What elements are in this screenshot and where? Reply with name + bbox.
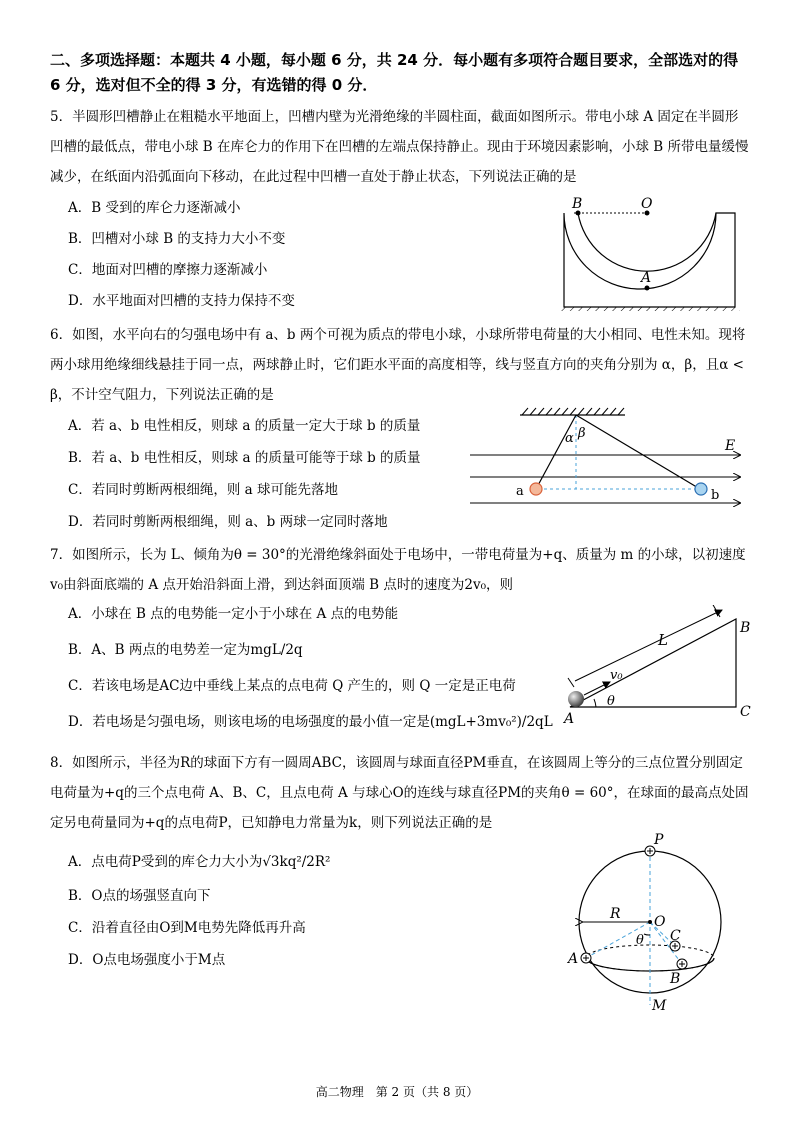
q7-label-c: C [740, 704, 751, 720]
q5-option-b: B．凹槽对小球 B 的支持力大小不变 [68, 231, 286, 247]
q8-option-b: B．O点的场强竖直向下 [68, 888, 211, 904]
q5-label-o: O [641, 196, 653, 212]
q5-figure [550, 195, 750, 320]
q6-figure [470, 405, 750, 530]
q8-label-r: R [610, 906, 621, 922]
q8-option-d: D．O点电场强度小于M点 [68, 952, 226, 968]
q6-label-a: a [516, 484, 524, 499]
q7-option-c: C．若该电场是AC边中垂线上某点的点电荷 Q 产生的，则 Q 一定是正电荷 [68, 678, 516, 694]
section-header: 二、多项选择题：本题共 4 小题，每小题 6 分，共 24 分．每小题有多项符合题目要求，全部选对的得 6 分，选对但不全的得 3 分，有选错的得 0 分． [50, 51, 739, 94]
q6-label-beta: β [578, 426, 586, 441]
q6-label-b: b [711, 488, 720, 503]
q6-option-d: D．若同时剪断两根细绳，则 a、b 两球一定同时落地 [68, 514, 388, 530]
q7-option-b: B．A、B 两点的电势差一定为mgL/2q [68, 642, 303, 658]
q8-label-c: C [670, 928, 681, 944]
question-8-stem: 8．如图所示，半径为R的球面下方有一圆周ABC，该圆周与球面直径PM垂直，在该圆周上等分的三点位置分别固定电荷量为+q的三个点电荷 A、B、C，且点电荷 A 与球心O的连线与球直径PM的夹角θ = 60°，在球面的最高点处固定另电荷量同为+q的点电荷P，已知静电力常量为k，则下列说法正确的是 [50, 755, 749, 831]
q8-option-c: C．沿着直径由O到M电势先降低再升高 [68, 920, 306, 936]
q8-option-a: A．点电荷P受到的库仑力大小为√3kq²/2R² [68, 854, 331, 870]
question-6-stem: 6．如图，水平向右的匀强电场中有 a、b 两个可视为质点的带电小球，小球所带电荷量的大小相同、电性未知。现将两小球用绝缘细线悬挂于同一点，两球静止时，它们距水平面的高度相等，线与竖直方向的夹角分别为 α，β，且α < β，不计空气阻力，下列说法正确的是 [50, 327, 746, 403]
q5-option-c: C．地面对凹槽的摩擦力逐渐减小 [68, 262, 268, 278]
q7-figure [550, 605, 760, 730]
q7-label-v0: v₀ [610, 668, 623, 683]
q5-option-a: A．B 受到的库仑力逐渐减小 [68, 200, 241, 216]
q7-option-a: A．小球在 B 点的电势能一定小于小球在 A 点的电势能 [68, 606, 399, 622]
page-footer: 高二物理 第 2 页（共 8 页） [315, 1085, 479, 1099]
question-7-stem: 7．如图所示，长为 L、倾角为θ = 30°的光滑绝缘斜面处于电场中，一带电荷量为+q、质量为 m 的小球，以初速度v₀由斜面底端的 A 点开始沿斜面上滑，到达斜面顶端 B 点时的速度为2v₀，则 [50, 547, 746, 593]
q8-label-b: B [670, 971, 681, 987]
q6-label-alpha: α [565, 431, 574, 446]
q7-label-theta: θ [607, 694, 615, 709]
q7-option-d: D．若电场是匀强电场，则该电场的电场强度的最小值一定是(mgL+3mv₀²)/2qL [68, 714, 553, 730]
q6-option-a: A．若 a、b 电性相反，则球 a 的质量一定大于球 b 的质量 [68, 418, 421, 434]
q5-label-a: A [641, 270, 652, 286]
q7-label-l: L [658, 631, 668, 649]
q5-option-d: D．水平地面对凹槽的支持力保持不变 [68, 293, 295, 309]
q6-option-c: C．若同时剪断两根细绳，则 a 球可能先落地 [68, 482, 338, 498]
q8-label-p: P [654, 832, 664, 848]
q7-label-b: B [740, 620, 751, 636]
q8-label-m: M [652, 998, 667, 1014]
q8-label-theta: θ [636, 933, 644, 948]
q8-figure [560, 830, 740, 1020]
question-5-stem: 5．半圆形凹槽静止在粗糙水平地面上，凹槽内壁为光滑绝缘的半圆柱面，截面如图所示。带电小球 A 固定在半圆形凹槽的最低点，带电小球 B 在库仑力的作用下在凹槽的左端点保持静止。现由于环境因素影响，小球 B 所带电量缓慢减少，在纸面内沿弧面向下移动，在此过程中凹槽一直处于静止状态，下列说法正确的是 [50, 109, 749, 185]
q8-label-o: O [654, 914, 666, 930]
q6-label-e: E [725, 438, 736, 454]
q6-option-b: B．若 a、b 电性相反，则球 a 的质量可能等于球 b 的质量 [68, 450, 421, 466]
q8-label-a: A [568, 951, 579, 967]
q5-label-b: B [572, 196, 583, 212]
q7-label-a: A [564, 711, 575, 727]
